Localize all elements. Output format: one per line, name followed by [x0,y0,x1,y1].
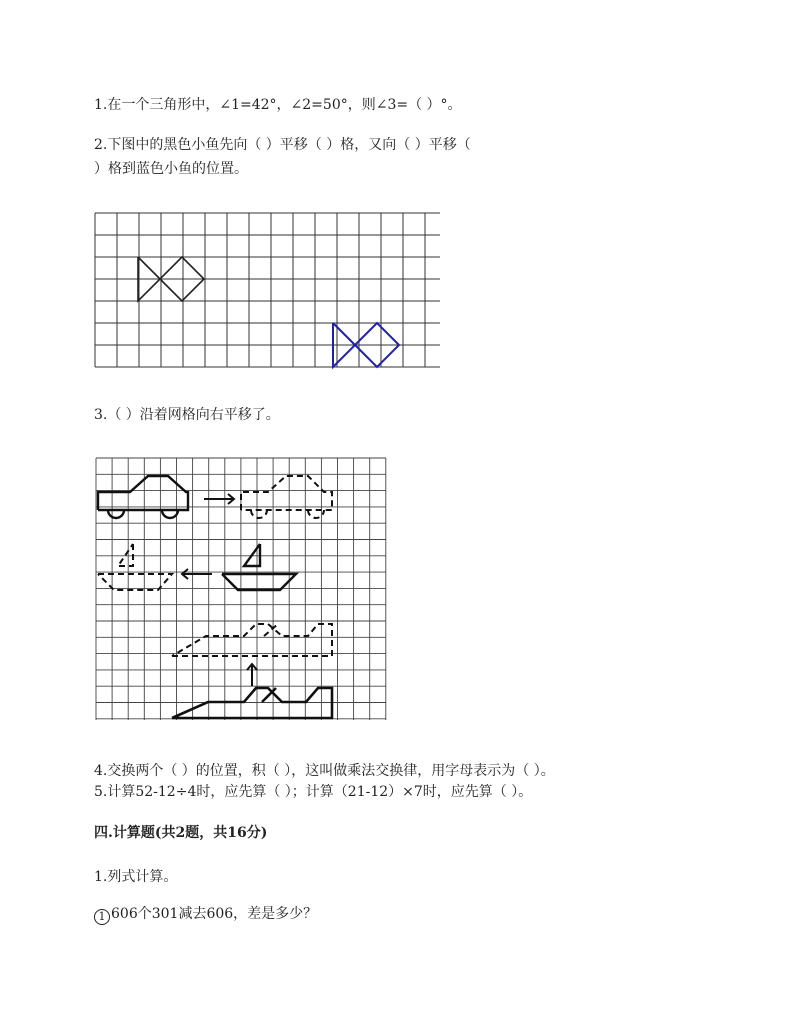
section-4-sub-question-1 [94,903,317,925]
car-icon [98,476,188,518]
fish-grid-figure [95,213,440,369]
train-icon [172,688,332,718]
section-4-item-1: 1.列式计算。 [94,869,178,885]
arrow-up-icon [247,664,257,686]
question-4: 4.交换两个（ ）的位置，积（ ），这叫做乘法交换律，用字母表示为（ ）。 [94,763,555,779]
question-1: 1.在一个三角形中，∠1=42°，∠2=50°，则∠3=（ ）°。 [94,97,462,113]
fish-grid-lines [95,213,440,367]
dashed-car-icon [241,476,332,518]
boat-icon [222,544,296,590]
arrow-left-icon [182,569,212,579]
section-4-title: 四.计算题(共2题，共16分) [94,825,268,841]
translation-grid-figure [96,458,386,720]
question-2-line-2: ）格到蓝色小鱼的位置。 [94,161,248,177]
dashed-train-icon [172,624,332,656]
sub-question-text: 606个301减去606，差是多少？ [111,906,318,922]
question-2-line-1: 2.下图中的黑色小鱼先向（ ）平移（ ）格，又向（ ）平移（ [94,137,471,153]
circled-number: 1 [94,909,110,925]
dashed-boat-icon [98,544,172,590]
question-5: 5.计算52-12÷4时，应先算（ ）；计算（21-12）×7时，应先算（ ）。 [94,784,533,800]
question-3: 3.（ ）沿着网格向右平移了。 [94,407,280,423]
